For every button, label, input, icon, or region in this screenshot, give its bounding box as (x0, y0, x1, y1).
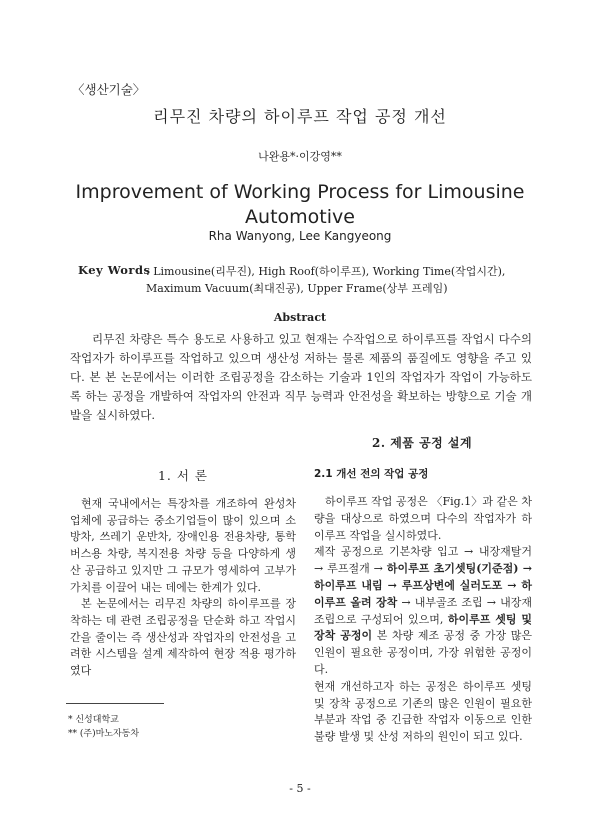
section1-paragraph-1: 현재 국내에서는 특장차를 개조하여 완성차 업체에 공급하는 중소기업들이 많이 있으며 소방차, 쓰레기 운반차, 장애인용 전용차량, 통학 버스용 차량, 복지전용 차량 등을 다양하게 생산 공급하고 있지만 그 규모가 영세하여 고부가 가치를 이끌어 내는 데에는 한계가 있다. (70, 497, 296, 594)
paper-title-korean: 리무진 차량의 하이루프 작업 공정 개선 (153, 107, 447, 126)
abstract-body: 리무진 차량은 특수 용도로 사용하고 있고 현재는 수작업으로 하이루프를 작업시 다수의 작업자가 하이루프를 작업하고 있으며 생산성 저하는 물론 제품의 품질에도 영향을 주고 있다. 본 본 논문에서는 이러한 조립공정을 감소하는 기술과 1인의 작업자가 작업이 가능하도록 하는 공정을 개발하여 작업자의 안전과 직무 능력과 안전성을 확보하는 방향으로 기술 개발을 실시하였다. (70, 332, 532, 422)
section1-paragraph-2: 본 논문에서는 리무진 차량의 하이루프를 장착하는 데 관련 조립공정을 단순화 하고 작업시간을 줄이는 즉 생산성과 작업자의 안전성을 고려한 시스템을 설계 제작하여 현장 적용 평가하였다 (70, 597, 296, 678)
section2-heading: 2. 제품 공정 설계 (372, 436, 473, 450)
authors-english: Rha Wanyong, Lee Kangyeong (208, 229, 392, 243)
footnotes (68, 713, 139, 741)
paper-title-english (60, 180, 540, 230)
abstract-heading: Abstract (273, 311, 327, 324)
footnote-divider (66, 703, 164, 704)
category-label: 〈생산기술〉 (72, 82, 146, 97)
footnote-2: ** (주)마노자동차 (68, 729, 140, 739)
right-column (314, 494, 532, 746)
process-text-bold-1: 하이루프 초기셋팅(기준점) → 하이루프 내림 → 루프상변에 실러도포 → 하이루프 올려 장착 (314, 562, 533, 609)
process-text-d: 본 차량 제조 공정 중 가장 많은 인원이 필요한 공정이며, 가장 위험한 공정이다. (314, 629, 532, 676)
paper-title-english-line2: Automotive (245, 206, 355, 228)
left-column (70, 496, 296, 680)
process-text-a: 제작 공정으로 기본차량 입고 → 내장재탈거 → 루프절개 → (314, 545, 532, 576)
process-text-c: → 내부골조 조립 → 내장재 조립으로 구성되어 있으며, (314, 595, 532, 626)
section1-heading: 1. 서 론 (157, 468, 209, 483)
process-text-bold-2: 하이루프 셋팅 및 장착 공정이 (314, 612, 532, 643)
section2-1-heading: 2.1 개선 전의 작업 공정 (314, 468, 429, 480)
page-number: - 5 - (289, 782, 311, 795)
section2-paragraph-3: 현재 개선하고자 하는 공정은 하이루프 셋팅 및 장착 공정으로 기존의 많은 인원이 필요한 부분과 작업 중 긴급한 작업자 이동으로 인한 불량 발생 및 산성 저하의 원인이 되고 있다. (314, 679, 532, 744)
paper-title-english-line1: Improvement of Working Process for Limousine (75, 181, 525, 203)
footnote-1: * 신성대학교 (68, 715, 119, 725)
keywords-label: Key Words (78, 263, 151, 277)
keywords-text: : Limousine(리무진), High Roof(하이루프), Working Time(작업시간), Maximum Vacuum(최대진공), Upper Frame(상부 프레임) (146, 265, 506, 295)
section2-paragraph-2 (314, 544, 532, 678)
section2-paragraph-1: 하이루프 작업 공정은 〈Fig.1〉과 같은 차량을 대상으로 하였으며 다수의 작업자가 하이루프 작업을 실시하였다. (314, 495, 532, 542)
authors-korean: 나완용*·이강영** (258, 150, 342, 163)
